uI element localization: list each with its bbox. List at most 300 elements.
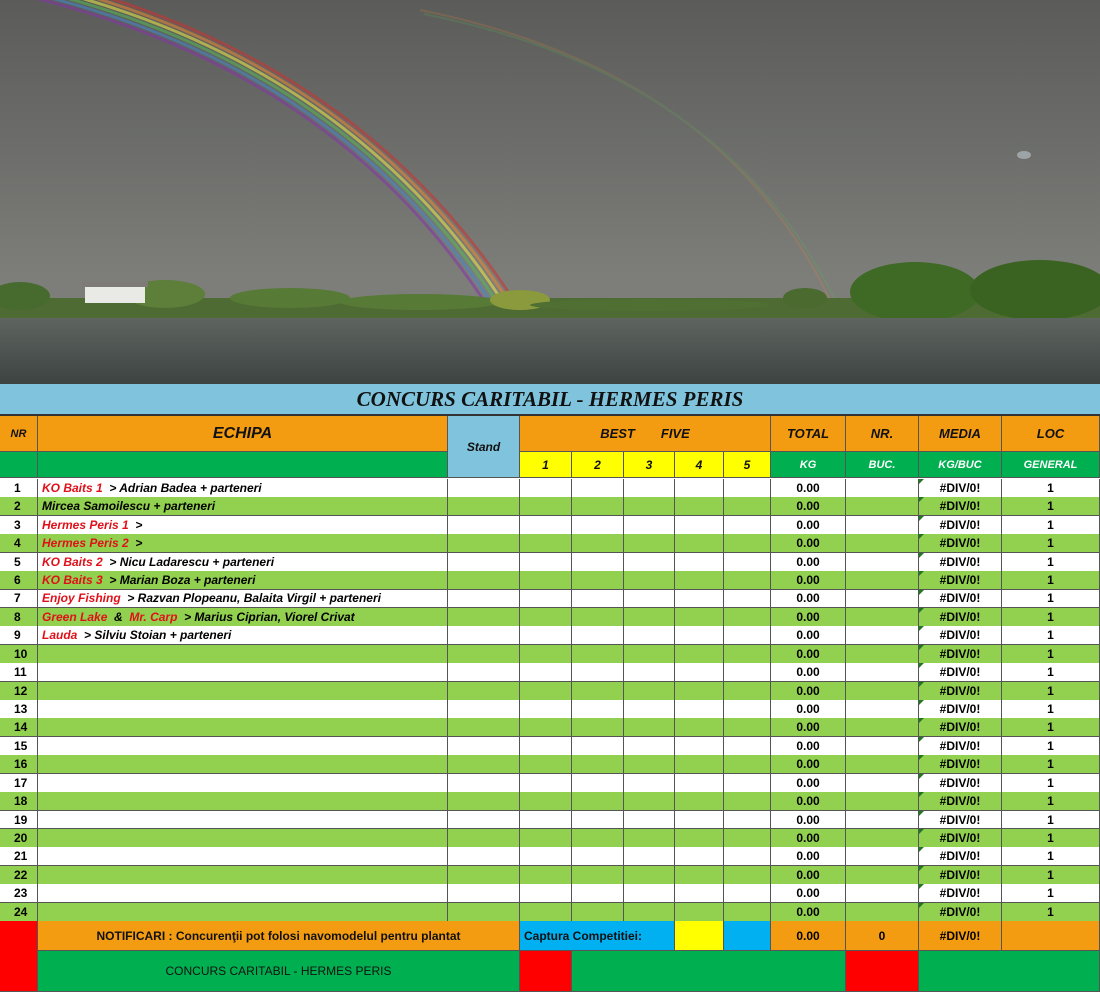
row-loc: 1 [1002,645,1100,664]
row-stand[interactable] [448,884,520,903]
team-separator: & [107,609,130,624]
row-best-1[interactable] [520,903,572,922]
row-total: 0.00 [771,645,846,664]
header-total: TOTAL [771,416,846,452]
row-best-1[interactable] [520,553,572,572]
subheader-best-5: 5 [724,452,771,478]
row-best-2[interactable] [572,590,624,609]
row-best-3[interactable] [624,682,675,701]
row-stand[interactable] [448,497,520,516]
row-loc: 1 [1002,866,1100,885]
team-members: > Nicu Ladarescu + parteneri [102,554,275,569]
row-best-2[interactable] [572,847,624,866]
row-best-1[interactable] [520,718,572,737]
row-stand[interactable] [448,571,520,590]
row-nr-buc[interactable] [846,774,919,793]
team-members: > Marian Boza + parteneri [102,573,256,588]
row-loc: 1 [1002,534,1100,553]
team-name: KO Baits 1 [42,480,103,495]
team-name: Green Lake [42,609,108,624]
row-stand[interactable] [448,792,520,811]
row-stand[interactable] [448,608,520,627]
row-stand[interactable] [448,626,520,645]
row-nr-buc[interactable] [846,645,919,664]
row-media: #DIV/0! [919,534,1002,553]
row-best-3[interactable] [624,829,675,848]
row-nr-buc[interactable] [846,626,919,645]
row-nr-buc[interactable] [846,608,919,627]
row-stand[interactable] [448,829,520,848]
footer-red-block [0,921,38,992]
row-total: 0.00 [771,829,846,848]
bottom-red-box-1 [520,951,572,992]
comment-marker-icon [919,590,924,595]
row-nr-buc[interactable] [846,479,919,498]
row-team[interactable] [38,626,448,645]
row-nr-buc[interactable] [846,718,919,737]
row-best-5[interactable] [724,608,771,627]
row-best-5[interactable] [724,811,771,830]
row-best-5[interactable] [724,663,771,682]
row-loc: 1 [1002,774,1100,793]
row-best-4[interactable] [675,590,724,609]
row-media: #DIV/0! [919,571,1002,590]
row-team[interactable] [38,884,448,903]
row-best-1[interactable] [520,534,572,553]
row-best-5[interactable] [724,590,771,609]
row-best-3[interactable] [624,811,675,830]
row-best-4[interactable] [675,737,724,756]
row-nr-buc[interactable] [846,792,919,811]
title-row [0,384,1100,416]
row-team[interactable] [38,718,448,737]
row-loc: 1 [1002,884,1100,903]
row-best-3[interactable] [624,792,675,811]
team-name: Enjoy Fishing [42,591,121,606]
row-best-3[interactable] [624,884,675,903]
row-team[interactable] [38,700,448,719]
header-loc: LOC [1002,416,1100,452]
row-loc: 1 [1002,571,1100,590]
row-best-3[interactable] [624,755,675,774]
row-best-5[interactable] [724,682,771,701]
row-best-3[interactable] [624,645,675,664]
row-nr-buc[interactable] [846,571,919,590]
row-team[interactable] [38,682,448,701]
row-best-1[interactable] [520,626,572,645]
row-best-5[interactable] [724,774,771,793]
footer-total: 0.00 [771,921,846,951]
row-best-2[interactable] [572,571,624,590]
row-team[interactable] [38,811,448,830]
row-total: 0.00 [771,774,846,793]
row-best-3[interactable] [624,663,675,682]
row-best-4[interactable] [675,608,724,627]
row-media: #DIV/0! [919,497,1002,516]
row-best-1[interactable] [520,645,572,664]
row-media: #DIV/0! [919,884,1002,903]
row-stand[interactable] [448,534,520,553]
team-name: Hermes Peris 2 [42,536,129,551]
row-best-4[interactable] [675,829,724,848]
row-best-5[interactable] [724,534,771,553]
row-team[interactable] [38,479,448,498]
row-best-2[interactable] [572,718,624,737]
row-best-4[interactable] [675,847,724,866]
row-stand[interactable] [448,590,520,609]
row-best-2[interactable] [572,737,624,756]
row-best-3[interactable] [624,534,675,553]
row-best-2[interactable] [572,479,624,498]
bottom-red-box-2 [846,951,919,992]
row-best-3[interactable] [624,590,675,609]
row-best-2[interactable] [572,829,624,848]
row-best-1[interactable] [520,884,572,903]
row-media: #DIV/0! [919,700,1002,719]
row-best-4[interactable] [675,700,724,719]
subheader-best-3: 3 [624,452,675,478]
row-team[interactable] [38,847,448,866]
row-nr-buc[interactable] [846,497,919,516]
row-best-3[interactable] [624,626,675,645]
row-total: 0.00 [771,866,846,885]
row-team[interactable] [38,866,448,885]
row-nr: 13 [0,700,38,719]
row-nr-buc[interactable] [846,534,919,553]
sheet-title: CONCURS CARITABIL - HERMES PERIS [356,386,744,411]
row-nr-buc[interactable] [846,866,919,885]
subheader-buc: BUC. [846,452,919,478]
row-best-4[interactable] [675,755,724,774]
row-nr-buc[interactable] [846,829,919,848]
row-team[interactable] [38,590,448,609]
row-best-5[interactable] [724,553,771,572]
row-best-1[interactable] [520,571,572,590]
comment-marker-icon [919,497,924,502]
subheader-kg: KG [771,452,846,478]
row-best-3[interactable] [624,774,675,793]
row-total: 0.00 [771,792,846,811]
row-best-4[interactable] [675,811,724,830]
row-nr-buc[interactable] [846,663,919,682]
team-members: > [128,536,143,551]
team-members: Mircea Samoilescu + parteneri [42,499,216,514]
row-best-4[interactable] [675,571,724,590]
row-best-4[interactable] [675,866,724,885]
row-loc: 1 [1002,663,1100,682]
row-best-1[interactable] [520,497,572,516]
row-best-5[interactable] [724,626,771,645]
team-members: > Razvan Plopeanu, Balaita Virgil + parteneri [120,591,381,606]
row-best-5[interactable] [724,737,771,756]
row-loc: 1 [1002,755,1100,774]
row-best-5[interactable] [724,700,771,719]
row-stand[interactable] [448,516,520,535]
row-best-2[interactable] [572,663,624,682]
row-stand[interactable] [448,774,520,793]
row-best-2[interactable] [572,516,624,535]
row-best-4[interactable] [675,516,724,535]
row-total: 0.00 [771,811,846,830]
row-stand[interactable] [448,663,520,682]
team-members: > [128,517,143,532]
row-best-2[interactable] [572,497,624,516]
row-total: 0.00 [771,590,846,609]
row-best-1[interactable] [520,774,572,793]
comment-marker-icon [919,516,924,521]
team-members: > Adrian Badea + parteneri [102,480,262,495]
row-best-1[interactable] [520,682,572,701]
team-name: KO Baits 3 [42,573,103,588]
row-best-5[interactable] [724,516,771,535]
row-media: #DIV/0! [919,829,1002,848]
row-nr: 24 [0,903,38,922]
row-best-3[interactable] [624,497,675,516]
row-best-2[interactable] [572,774,624,793]
row-best-5[interactable] [724,479,771,498]
row-best-2[interactable] [572,645,624,664]
row-nr-buc[interactable] [846,737,919,756]
row-stand[interactable] [448,700,520,719]
row-stand[interactable] [448,718,520,737]
row-media: #DIV/0! [919,811,1002,830]
row-best-3[interactable] [624,903,675,922]
row-best-1[interactable] [520,737,572,756]
row-best-4[interactable] [675,479,724,498]
row-best-1[interactable] [520,811,572,830]
row-best-1[interactable] [520,608,572,627]
row-best-5[interactable] [724,755,771,774]
moon-icon [1017,151,1031,159]
row-loc: 1 [1002,718,1100,737]
row-best-4[interactable] [675,626,724,645]
row-nr-buc[interactable] [846,903,919,922]
row-best-2[interactable] [572,903,624,922]
row-total: 0.00 [771,534,846,553]
row-best-3[interactable] [624,608,675,627]
landscape-illustration [0,0,1100,384]
captura-yellow-box[interactable] [675,921,724,951]
row-team[interactable] [38,608,448,627]
row-best-1[interactable] [520,516,572,535]
row-best-3[interactable] [624,553,675,572]
row-media: #DIV/0! [919,516,1002,535]
row-best-3[interactable] [624,571,675,590]
row-loc: 1 [1002,516,1100,535]
row-loc: 1 [1002,829,1100,848]
row-total: 0.00 [771,571,846,590]
row-best-1[interactable] [520,866,572,885]
row-team[interactable] [38,903,448,922]
footer-loc-blank [1002,921,1100,951]
row-best-2[interactable] [572,534,624,553]
subheader-general: GENERAL [1002,452,1100,478]
row-nr-buc[interactable] [846,884,919,903]
row-best-1[interactable] [520,479,572,498]
row-best-4[interactable] [675,682,724,701]
row-best-5[interactable] [724,497,771,516]
row-best-5[interactable] [724,645,771,664]
team-name: Lauda [42,628,78,643]
row-best-5[interactable] [724,792,771,811]
row-team[interactable] [38,663,448,682]
row-best-2[interactable] [572,792,624,811]
row-stand[interactable] [448,479,520,498]
row-media: #DIV/0! [919,903,1002,922]
subheader-best-1: 1 [520,452,572,478]
row-stand[interactable] [448,903,520,922]
row-team[interactable] [38,516,448,535]
row-nr-buc[interactable] [846,847,919,866]
row-nr-buc[interactable] [846,590,919,609]
row-loc: 1 [1002,590,1100,609]
row-best-2[interactable] [572,626,624,645]
row-best-2[interactable] [572,755,624,774]
row-media: #DIV/0! [919,663,1002,682]
comment-marker-icon [919,479,924,484]
bottom-green-end [919,951,1100,992]
row-team[interactable] [38,774,448,793]
row-nr-buc[interactable] [846,811,919,830]
row-best-4[interactable] [675,663,724,682]
row-best-5[interactable] [724,718,771,737]
row-team[interactable] [38,497,448,516]
row-stand[interactable] [448,811,520,830]
row-best-1[interactable] [520,847,572,866]
comment-marker-icon [919,645,924,650]
row-nr: 12 [0,682,38,701]
row-stand[interactable] [448,755,520,774]
row-best-4[interactable] [675,553,724,572]
row-team[interactable] [38,534,448,553]
row-best-2[interactable] [572,811,624,830]
row-media: #DIV/0! [919,682,1002,701]
row-best-5[interactable] [724,571,771,590]
row-best-2[interactable] [572,866,624,885]
row-total: 0.00 [771,847,846,866]
row-best-2[interactable] [572,553,624,572]
row-stand[interactable] [448,847,520,866]
row-loc: 1 [1002,700,1100,719]
row-nr-buc[interactable] [846,700,919,719]
row-best-5[interactable] [724,866,771,885]
row-best-3[interactable] [624,516,675,535]
row-team[interactable] [38,645,448,664]
row-best-5[interactable] [724,884,771,903]
row-total: 0.00 [771,479,846,498]
header-nr-buc: NR. [846,416,919,452]
row-team[interactable] [38,792,448,811]
comment-marker-icon [919,534,924,539]
row-best-2[interactable] [572,884,624,903]
row-loc: 1 [1002,497,1100,516]
row-best-1[interactable] [520,663,572,682]
row-best-2[interactable] [572,700,624,719]
row-stand[interactable] [448,645,520,664]
row-best-3[interactable] [624,847,675,866]
row-nr: 15 [0,737,38,756]
row-media: #DIV/0! [919,645,1002,664]
comment-marker-icon [919,866,924,871]
row-media: #DIV/0! [919,608,1002,627]
lake-rainbow-photo [0,0,1100,384]
row-best-2[interactable] [572,608,624,627]
row-best-5[interactable] [724,903,771,922]
row-best-1[interactable] [520,829,572,848]
row-loc: 1 [1002,682,1100,701]
row-best-3[interactable] [624,479,675,498]
row-nr-buc[interactable] [846,755,919,774]
row-best-4[interactable] [675,497,724,516]
subheader-best-2: 2 [572,452,624,478]
row-best-5[interactable] [724,847,771,866]
comment-marker-icon [919,884,924,889]
row-total: 0.00 [771,700,846,719]
row-best-1[interactable] [520,700,572,719]
row-best-1[interactable] [520,755,572,774]
row-nr: 17 [0,774,38,793]
header-stand: Stand [448,416,520,478]
comment-marker-icon [919,792,924,797]
comment-marker-icon [919,663,924,668]
row-nr: 1 [0,479,38,498]
comment-marker-icon [919,847,924,852]
row-stand[interactable] [448,553,520,572]
row-best-4[interactable] [675,884,724,903]
row-best-3[interactable] [624,700,675,719]
row-best-3[interactable] [624,737,675,756]
row-nr-buc[interactable] [846,682,919,701]
row-best-3[interactable] [624,718,675,737]
row-best-4[interactable] [675,792,724,811]
row-team[interactable] [38,737,448,756]
row-nr: 7 [0,590,38,609]
row-best-5[interactable] [724,829,771,848]
row-stand[interactable] [448,866,520,885]
row-nr-buc[interactable] [846,553,919,572]
row-team[interactable] [38,553,448,572]
row-best-1[interactable] [520,792,572,811]
row-stand[interactable] [448,682,520,701]
header-media: MEDIA [919,416,1002,452]
row-best-3[interactable] [624,866,675,885]
row-stand[interactable] [448,737,520,756]
row-team[interactable] [38,571,448,590]
row-best-4[interactable] [675,534,724,553]
row-best-4[interactable] [675,645,724,664]
row-loc: 1 [1002,811,1100,830]
row-media: #DIV/0! [919,755,1002,774]
row-best-4[interactable] [675,903,724,922]
team-name: Hermes Peris 1 [42,517,129,532]
row-nr-buc[interactable] [846,516,919,535]
comment-marker-icon [919,718,924,723]
captura-blue-box[interactable] [724,921,771,951]
row-best-4[interactable] [675,774,724,793]
row-best-4[interactable] [675,718,724,737]
results-sheet [0,384,1100,993]
row-best-1[interactable] [520,590,572,609]
row-team[interactable] [38,755,448,774]
row-team[interactable] [38,829,448,848]
row-best-2[interactable] [572,682,624,701]
row-nr: 23 [0,884,38,903]
row-total: 0.00 [771,737,846,756]
row-media: #DIV/0! [919,479,1002,498]
row-nr: 2 [0,497,38,516]
comment-marker-icon [919,700,924,705]
row-media: #DIV/0! [919,774,1002,793]
